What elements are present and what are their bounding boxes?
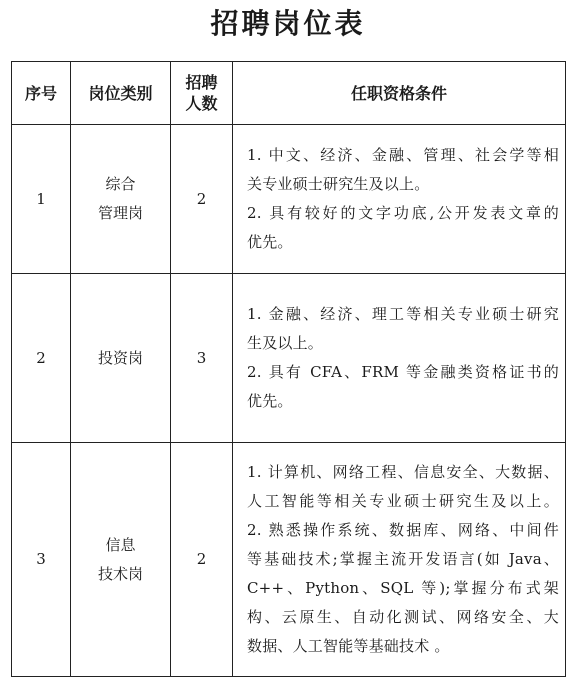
requirement-line: 优先。 — [247, 233, 293, 251]
requirements-cell — [233, 274, 566, 443]
header-category: 岗位类别 — [71, 62, 171, 125]
page-title: 招聘岗位表 — [210, 7, 366, 40]
requirement-line: 1. 计算机、网络工程、信息安全、大数据、 — [247, 463, 559, 481]
category-line: 综合 — [105, 175, 136, 193]
requirement-line: C++、Python、SQL 等);掌握分布式架 — [247, 579, 559, 597]
requirement-line: 2. 具有 CFA、FRM 等金融类资格证书的 — [247, 363, 559, 381]
category-line: 信息 — [105, 535, 136, 554]
header-seq: 序号 — [12, 62, 71, 125]
requirement-line: 构、云原生、自动化测试、网络安全、大 — [247, 608, 559, 626]
category-cell — [71, 274, 171, 443]
table-row — [12, 125, 566, 274]
requirement-line: 关专业硕士研究生及以上。 — [247, 175, 430, 193]
table-row — [12, 443, 566, 677]
requirement-line: 2. 熟悉操作系统、数据库、网络、中间件 — [247, 521, 559, 539]
seq-cell: 1 — [12, 125, 71, 274]
category-line: 投资岗 — [97, 348, 143, 367]
header-requirements: 任职资格条件 — [233, 62, 566, 125]
requirement-line: 2. 具有较好的文字功底,公开发表文章的 — [247, 204, 559, 222]
category-cell — [71, 125, 171, 274]
requirement-line: 生及以上。 — [247, 334, 324, 352]
requirement-line: 人工智能等相关专业硕士研究生及以上。 — [247, 492, 559, 510]
header-count-line: 人数 — [185, 94, 218, 113]
requirement-line: 1. 中文、经济、金融、管理、社会学等相 — [247, 146, 559, 164]
requirements-cell — [233, 125, 566, 274]
seq-cell: 2 — [12, 274, 71, 443]
header-count — [171, 62, 233, 125]
positions-table — [11, 61, 566, 677]
requirement-line: 1. 金融、经济、理工等相关专业硕士研究 — [247, 305, 559, 323]
header-count-line: 招聘 — [185, 73, 218, 92]
count-cell: 2 — [171, 443, 233, 677]
table-row — [12, 274, 566, 443]
category-cell — [71, 443, 171, 677]
requirement-line: 数据、人工智能等基础技术 。 — [247, 637, 450, 655]
category-line: 管理岗 — [97, 204, 143, 222]
count-cell: 3 — [171, 274, 233, 443]
seq-cell: 3 — [12, 443, 71, 677]
count-cell: 2 — [171, 125, 233, 274]
requirement-line: 等基础技术;掌握主流开发语言(如 Java、 — [247, 550, 559, 568]
requirements-cell — [233, 443, 566, 677]
requirement-line: 优先。 — [247, 392, 293, 410]
table-header-row — [12, 62, 566, 125]
category-line: 技术岗 — [97, 564, 143, 583]
